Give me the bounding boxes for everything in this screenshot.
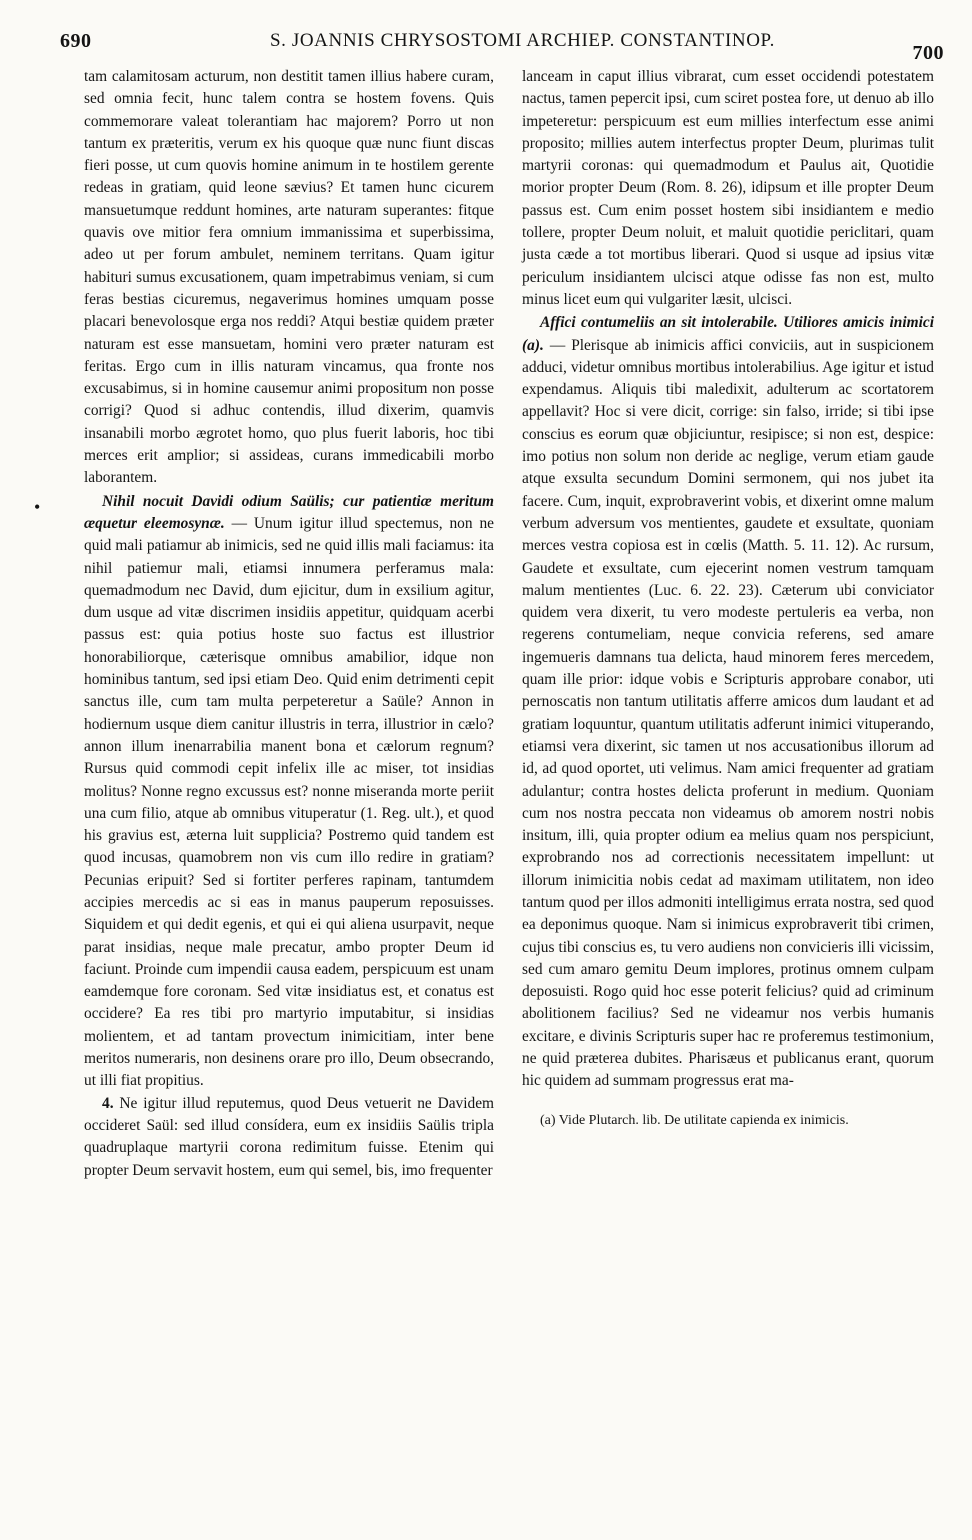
paragraph <box>84 1093 494 1182</box>
left-column <box>84 66 494 1182</box>
paragraph-text: Ne igitur illud reputemus, quod Deus vetuerit ne Davidem occideret Saül: sed illud consídera, eum ex insidiis Saülis tripla quadruplaque martyrii corona redimitum fuisse. Etenim qui propter Deum servavit hostem, eum qui semel, bis, imo frequenter <box>84 1094 494 1179</box>
right-column <box>522 66 934 1130</box>
section-heading: Affici contumeliis an sit intolerabile. Utiliores amicis inimici (a). <box>522 314 934 354</box>
section-heading: Nihil nocuit Davidi odium Saülis; cur patientiæ meritum æquetur eleemosynæ. <box>84 492 494 532</box>
paragraph-text: — Unum igitur illud spectemus, non ne quid mali patiamur ab inimicis, sed ne quid illis mali faciamus: ita nihil patiemur mali, etiamsi innumera perferamus mala: quemadmodum nec David, dum ejicitur, dum in exsilium agitur, dum usque ad vitæ discrimen insidiis appetitur, quidquam acerbi passus est: quia potius hoste suo factus est illustrior honorabiliorque, cæterisque omnibus amabilior, idque non hominibus tantum, sed ipsi etiam Deo. Quid enim detrimenti cepit sanctus ille, cum tam multa perpeteretur a Saüle? Annon in hodiernum usque diem canitur illustris in terra, illustrior in cælo? annon illum inenarrabilia manent bona et cælorum regnum? Rursus quid commodi cepit infelix ille ac miser, tot insidias molitus? Nonne regno excussus est? nonne miseranda morte periit una cum filio, atque ab omnibus vituperatur (1. Reg. ult.), et quod his gravius est, æterna luit supplicia? Postremo quid tandem est quod incusas, quamobrem non vis cum illo redire in gratiam? Pecunias eripuit? Sed si fortiter perferes rapinam, tantumdem accipies mercedis ac si eas in manus pauperum reposuisses. Siquidem et qui dedit egenis, et qui ei qui aliena usurpavit, neque parat insidias, neque male precatur, ambo propter Deum id faciunt. Proinde cum impendii causa eadem, perspicuum est unam eamdemque fore coronam. Sed vitæ insidiatus est, et conatus est occidere? Ea res tibi pro martyrio imputabitur, si insidias molientem, et ad tantam provectum inimicitiam, inter bene meritos numeraris, non desinens orare pro illo, Deum obsecrando, ut illi fiat propitius. <box>84 514 494 1090</box>
running-title: S. JOANNIS CHRYSOSTOMI ARCHIEP. CONSTANTINOP. <box>270 30 775 51</box>
section-number: 4. <box>102 1094 114 1112</box>
page-header <box>60 30 944 64</box>
paragraph-text: — Plerisque ab inimicis affici conviciis, aut in suspicionem adduci, videtur omnibus mortibus intolerabilius. Age igitur et istud expendamus. Aliquis tibi maledixit, adulterum ac scortatorem appellavit? Hoc si vere dicit, corrige: sin falso, irride; si tibi ipse conscius es eorum quæ objiciuntur, resipisce; si non est, despice: imo potius non solum non deride ac neglige, verum etiam gaude atque exsulta secundum Domini sermonem, qui nos jubet ita facere. Cum, inquit, exprobraverint vobis, et dixerint omne malum verbum adversum vos mentientes, gaudete et exsultate, quoniam merces vestra copiosa est in cœlis (Matth. 5. 11. 12). Ac rursum, Gaudete et exsultate, cum ejecerint nomen vestrum tamquam malum mentientes (Luc. 6. 22. 23). Cæterum ubi conviciator quidem vera dixerit, tu vero modeste pertuleris ea verba, non regerens contumeliam, neque convicia referens, sed amare ingemueris damnans tua delicta, haud minorem feres mercedem, quam ille prior: idque vobis e Scripturis approbare conabor, uti pernoscatis non tantum utilitatis afferre amicos dum laudant et ad gratiam loquuntur, quantum utilitatis adferunt inimici vituperando, etiamsi vera dixerint, sic tamen ut nos accusationibus illorum ad id, ad quod oportet, uti velimus. Nam amici frequenter ad gratiam adulantur; contra hostes delicta proferunt in medium. Quoniam cum nos nostra peccata non videamus ob amorem nostri nobis insitum, illi, quia propter odium ea melius quam nos perspiciunt, exprobrando nos ad correctionis necessitatem impellunt: ut illorum inimicitia nobis cedat ad maximam utilitatem, non ideo tantum quod per illos admoniti intelligimus errata nostra, sed quod ea deponimus quoque. Nam si inimicus exprobraverit tibi crimen, cujus tibi conscius es, tu vero audiens non convicieris illi vicissim, sed cum amaro gemitu Deum implores, protinus omnem culpam deposuisti. Rogo quid hoc esse poterit felicius? quid ad criminum abolitionem facilius? Sed ne videamur nos verbis humanis excitare, e divinis Scripturis super hac re proferemus testimonium, ne quid præterea dubites. Pharisæus et publicanus erant, quorum hic quidem ad summam progressus erat ma- <box>522 336 934 1090</box>
paragraph <box>84 491 494 1093</box>
footnote: (a) Vide Plutarch. lib. De utilitate capienda ex inimicis. <box>540 1112 849 1128</box>
page-number-right: 700 <box>912 42 944 64</box>
paragraph: lanceam in caput illius vibrarat, cum esset occidendi potestatem nactus, tamen pepercit ipsi, cum sciret postea fore, ut denuo ab illo impeteretur: perspicuum est eum millies interfectum esse animi proposito; millies autem interfectus propter Deum, plurimas tulit martyrii coronas: qui quemadmodum et Paulus ait, Quotidie morior propter Deum (Rom. 8. 26), idipsum et ille propter Deum passus est. Cum enim posset hostem sibi insidiantem e medio tollere, propter Deum noluit, et maluit quotidie periclitari, quam justa cæde a tot mortibus liberari. Quod si usque ad ipsius vitæ periculum insidiantem ulcisci atque odisse fas non est, multo minus licet eum qui vulgariter læsit, ulcisci. <box>522 68 934 308</box>
margin-bullet: • <box>34 497 41 517</box>
page-number-left: 690 <box>60 30 92 52</box>
paragraph: tam calamitosam acturum, non destitit tamen illius habere curam, sed omnia fecit, hunc talem contra se hostem fovens. Quis commemorare valeat tolerantiam hac majorem? Porro ut non tantum ex præteritis, verum ex his quoque quæ nunc fiunt discas fieri posse, ut cum quovis homine animum in te hostilem gerente redeas in gratiam, quid leone sævius? Et tamen hunc cicurem mansuetumque reddunt homines, arte naturam superantes: fitque quavis ove mitior fera omnium immanissima et superbissima, adeo ut per forum ambulet, neminem territans. Quam igitur habituri sumus excusationem, quam impetrabimus veniam, si cum feras bestias cicuremus, negaverimus homines umquam posse placari benevolosque erga nos reddi? Atqui bestiæ quidem præter naturam est esse mansuetam, homini vero præter naturam est feritas. Ergo cum in illis naturam vincamus, qua fronte nos excusabimus, si in homine causemur animi propositum non posse corrigi? Quod si adhuc contendis, illud dixerim, quamvis insanabili morbo ægrotet homo, quo plus fuerit laboris, hoc tibi merces erit amplior; si assideas, curans immedicabili morbo laborantem. <box>84 68 494 487</box>
paragraph <box>522 312 934 1092</box>
